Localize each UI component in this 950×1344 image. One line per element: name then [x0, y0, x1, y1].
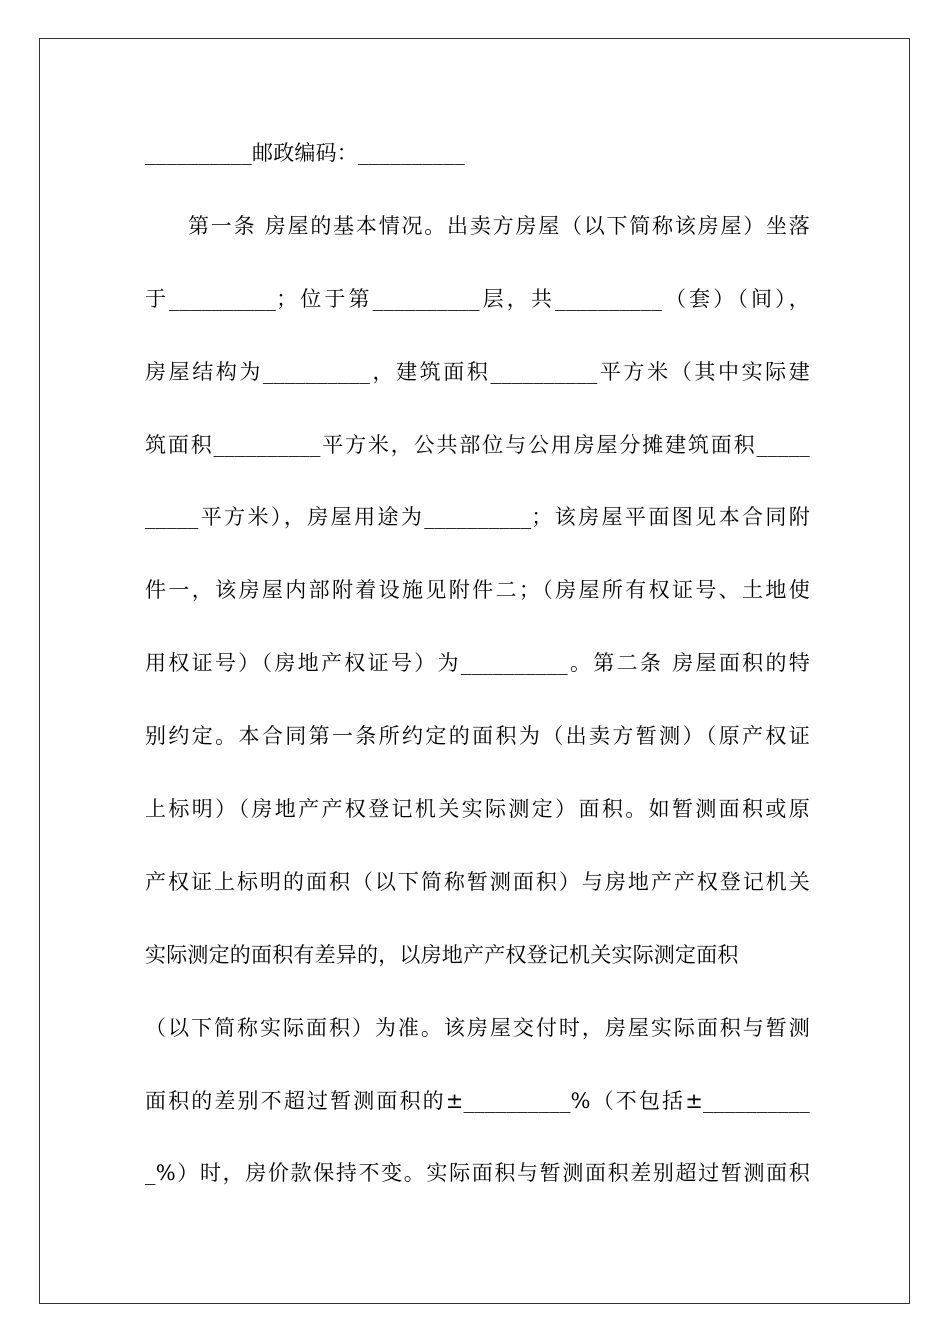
text-line-article-1-heading: 第一条 房屋的基本情况。出卖方房屋（以下简称该房屋）坐落 — [188, 213, 810, 238]
text-line: 于__________；位于第__________层，共__________（套）（间）， — [145, 286, 810, 311]
text-line-article-2-heading: 用权证号）（房地产权证号）为__________。第二条 房屋面积的特 — [145, 651, 810, 676]
text-line: 上标明）（房地产产权登记机关实际测定）面积。如暂测面积或原 — [145, 797, 810, 822]
text-line: 筑面积__________平方米，公共部位与公用房屋分摊建筑面积_____ — [145, 432, 810, 457]
text-line: 实际测定的面积有差异的，以房地产产权登记机关实际测定面积 — [145, 942, 739, 967]
text-line-postal-code: __________邮政编码：__________ — [145, 141, 465, 165]
text-line: 别约定。本合同第一条所约定的面积为（出卖方暂测）（原产权证 — [145, 724, 810, 749]
text-line: 房屋结构为__________，建筑面积__________平方米（其中实际建 — [145, 359, 810, 384]
text-line: 产权证上标明的面积（以下简称暂测面积）与房地产产权登记机关 — [145, 869, 810, 894]
text-line: 面积的差别不超过暂测面积的±__________%（不包括±__________ — [145, 1088, 810, 1113]
contract-text — [145, 130, 810, 1223]
text-line: _____平方米），房屋用途为__________；该房屋平面图见本合同附 — [145, 505, 810, 530]
text-line: 件一，该房屋内部附着设施见附件二；（房屋所有权证号、土地使 — [145, 578, 810, 603]
text-line: （以下简称实际面积）为准。该房屋交付时，房屋实际面积与暂测 — [145, 1015, 810, 1040]
text-line: _%）时，房价款保持不变。实际面积与暂测面积差别超过暂测面积 — [145, 1161, 810, 1186]
